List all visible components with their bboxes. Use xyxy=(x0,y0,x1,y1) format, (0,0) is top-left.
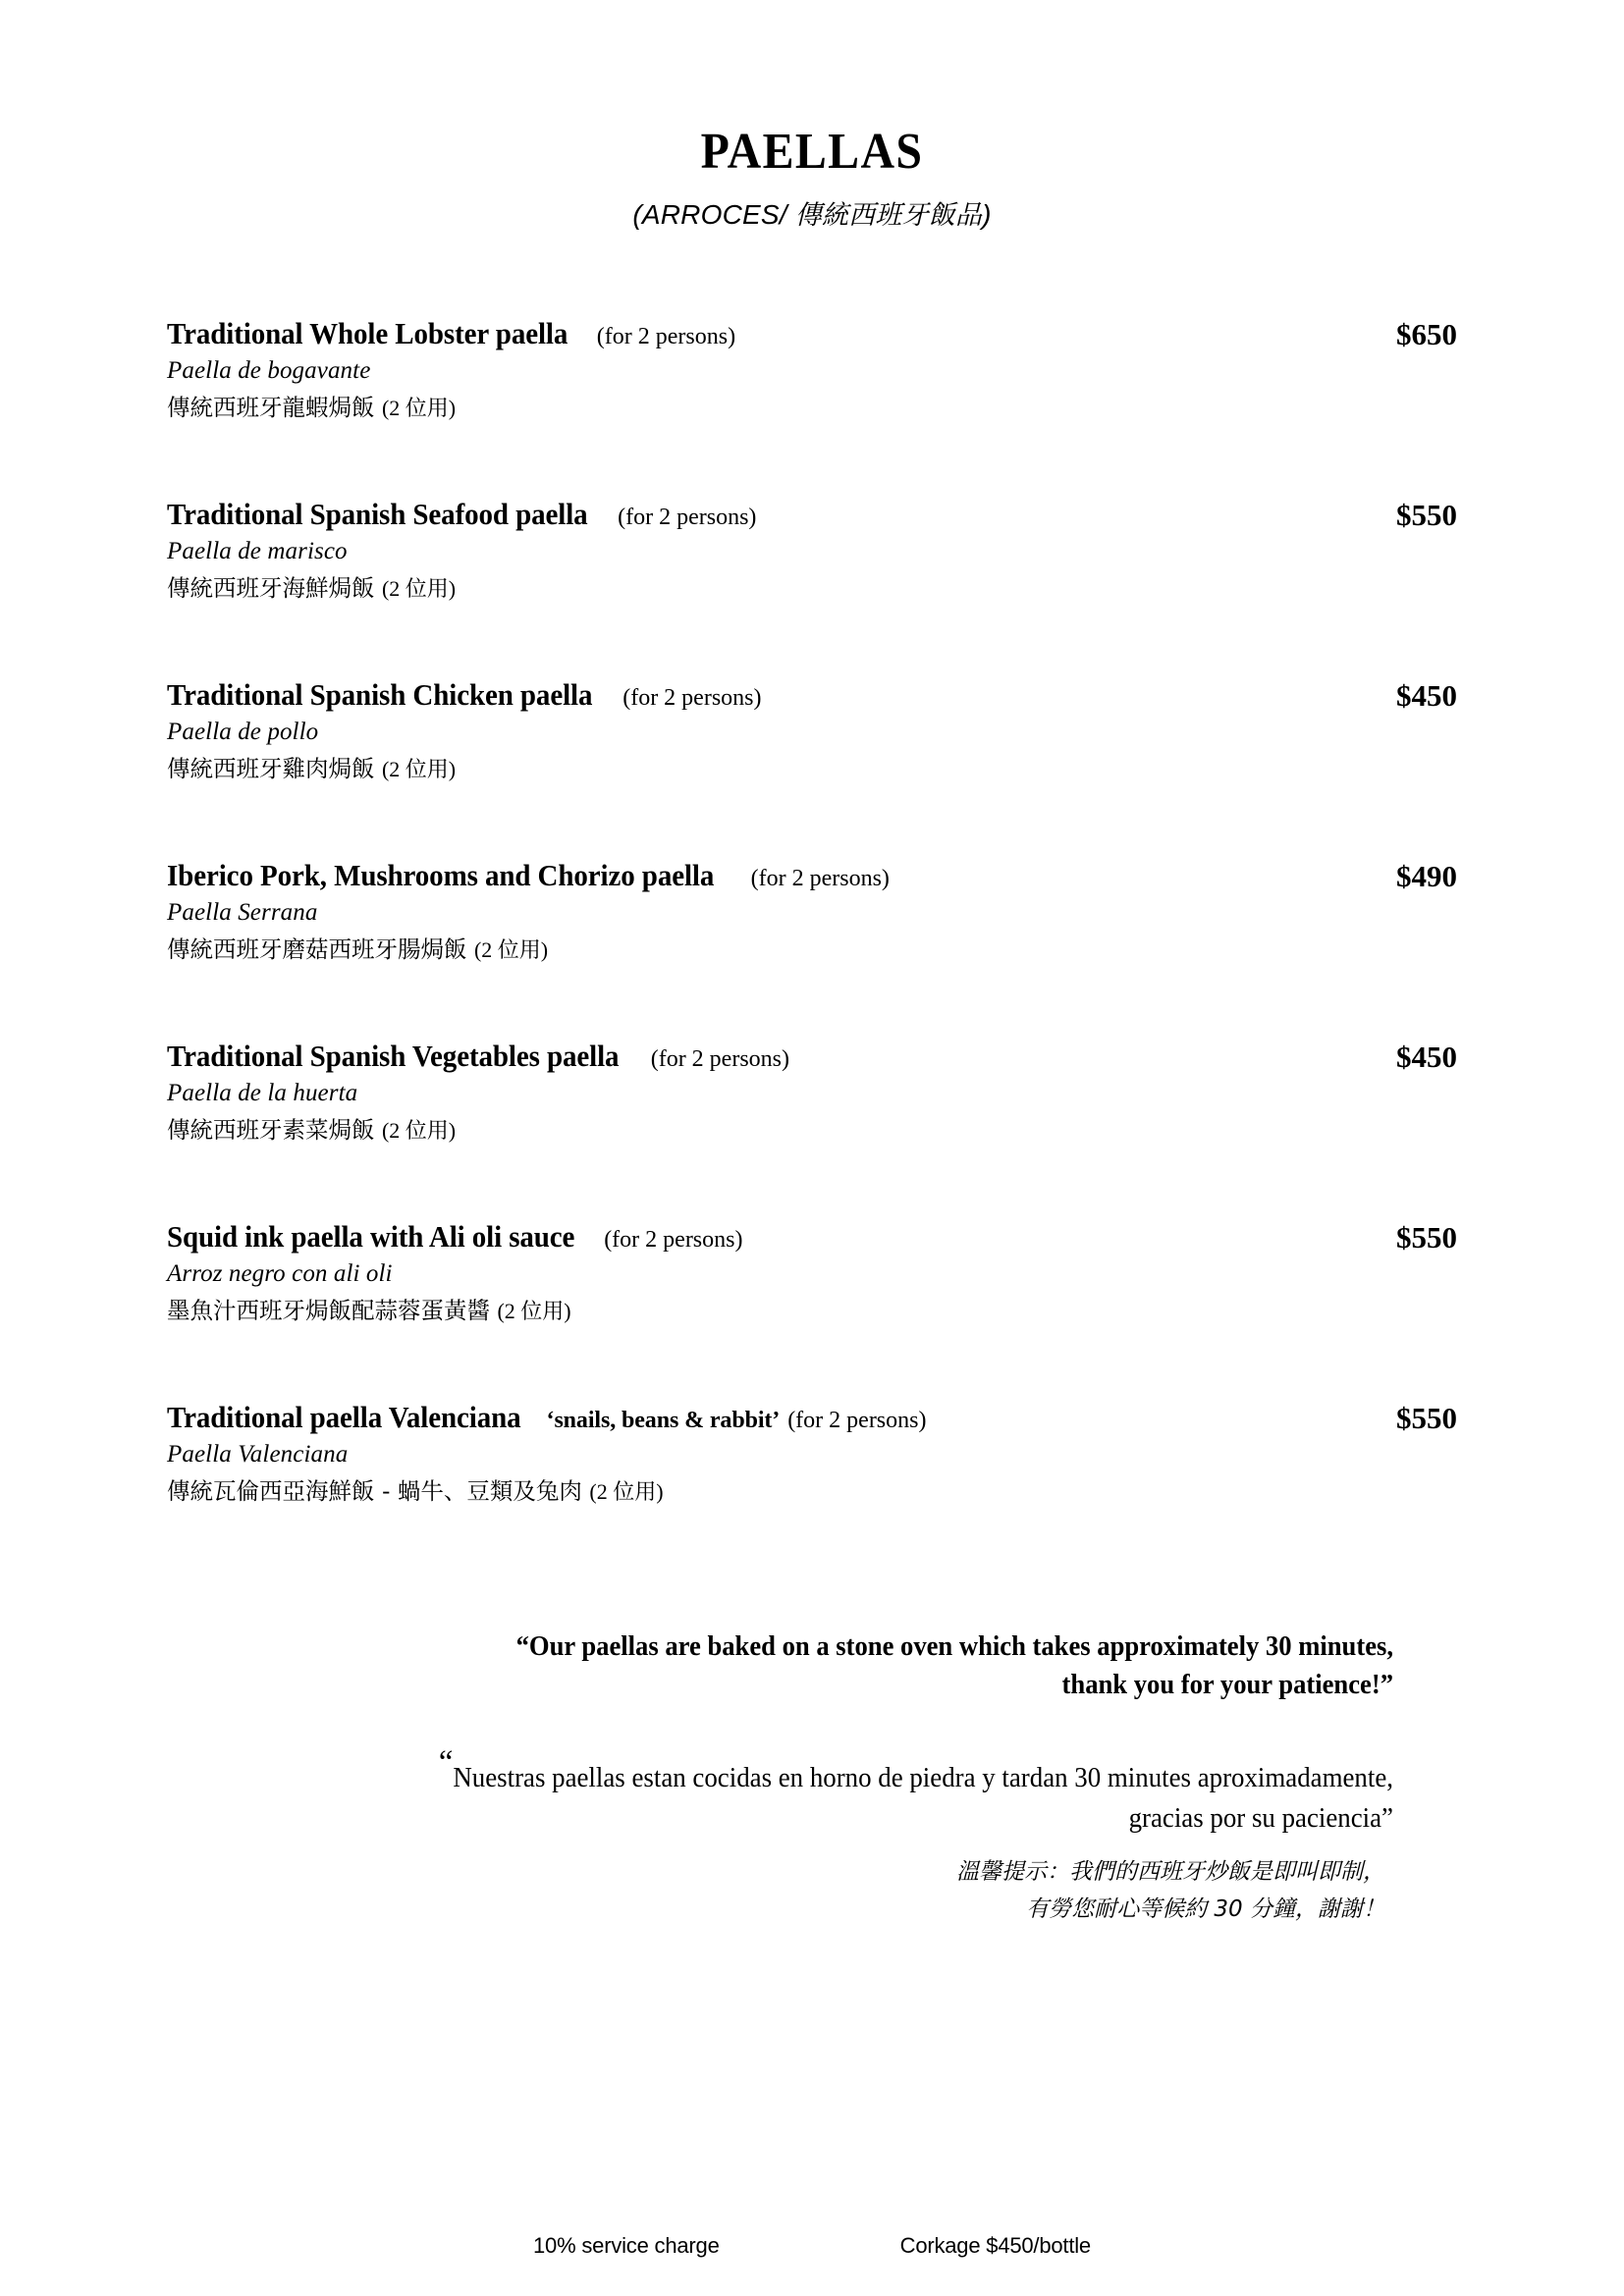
page-subtitle-chinese: 傳統西班牙飯品 xyxy=(794,199,983,231)
menu-item-spanish-name: Paella Serrana xyxy=(167,898,318,926)
menu-item-chinese-name xyxy=(167,1474,1221,1509)
menu-item-spanish-name: Paella de pollo xyxy=(167,718,319,745)
menu-item xyxy=(167,1219,1457,1337)
menu-item-chinese-name xyxy=(167,933,1221,967)
menu-item-chinese-serving: (2 位用) xyxy=(381,576,457,602)
menu-item-title-line xyxy=(167,1400,1221,1436)
menu-item-serving: (for 2 persons) xyxy=(750,865,890,891)
menu-item-serving: (for 2 persons) xyxy=(650,1045,789,1072)
menu-item-chinese-serving: (2 位用) xyxy=(381,757,457,782)
menu-item-chinese-name xyxy=(167,571,1221,606)
menu-item-serving: (for 2 persons) xyxy=(623,684,762,711)
menu-item-chinese-serving: (2 位用) xyxy=(381,1118,457,1144)
menu-item-title-line xyxy=(167,1039,1221,1075)
menu-item-chinese-text: 傳統瓦倫西亞海鮮飯 - 蝸牛、豆類及兔肉 xyxy=(167,1477,582,1506)
menu-item-title-line xyxy=(167,497,1221,533)
menu-item-serving: (for 2 persons) xyxy=(618,504,757,530)
menu-item-name: Traditional paella Valenciana xyxy=(167,1400,521,1434)
menu-item-serving: (for 2 persons) xyxy=(604,1226,743,1253)
menu-item-price: $550 xyxy=(1396,497,1457,532)
menu-item-title-line xyxy=(167,677,1221,714)
menu-item-tagline: ‘snails, beans & rabbit’ xyxy=(546,1407,781,1433)
note-chinese-line-1: 溫馨提示：我們的西班牙炒飯是即叫即制， xyxy=(956,1859,1385,1886)
paella-note xyxy=(167,1628,1457,1928)
menu-item-price: $550 xyxy=(1396,1219,1457,1255)
menu-item-title-line xyxy=(167,1219,1221,1255)
menu-item-chinese-text: 傳統西班牙海鮮焗飯 xyxy=(167,574,375,603)
menu-item-name: Traditional Spanish Seafood paella xyxy=(167,497,588,531)
menu-item-chinese-serving: (2 位用) xyxy=(589,1479,664,1505)
note-chinese xyxy=(167,1854,1393,1928)
menu-item-spanish-name: Arroz negro con ali oli xyxy=(167,1259,393,1287)
menu-item-title-line xyxy=(167,858,1221,894)
menu-item xyxy=(167,1039,1457,1156)
menu-item-name: Iberico Pork, Mushrooms and Chorizo paella xyxy=(167,858,715,892)
menu-item-chinese-text: 傳統西班牙素菜焗飯 xyxy=(167,1116,375,1145)
menu-item-price: $550 xyxy=(1396,1400,1457,1435)
menu-item-chinese-text: 傳統西班牙磨菇西班牙腸焗飯 xyxy=(167,935,467,964)
menu-item-spanish-name: Paella de la huerta xyxy=(167,1079,358,1106)
menu-item xyxy=(167,316,1457,434)
menu-item-spanish-name: Paella de marisco xyxy=(167,537,348,564)
service-charge-note: 10% service charge xyxy=(533,2233,720,2258)
menu-item-price: $450 xyxy=(1396,1039,1457,1074)
menu-item xyxy=(167,858,1457,976)
menu-item-chinese-text: 傳統西班牙雞肉焗飯 xyxy=(167,755,375,783)
menu-item-list xyxy=(167,316,1457,1518)
page-subtitle xyxy=(167,193,1457,232)
menu-item-chinese-name xyxy=(167,391,1221,425)
menu-item-name: Traditional Whole Lobster paella xyxy=(167,316,568,350)
menu-item-chinese-text: 墨魚汁西班牙焗飯配蒜蓉蛋黃醬 xyxy=(167,1297,490,1325)
menu-item-chinese-serving: (2 位用) xyxy=(497,1299,571,1324)
menu-item xyxy=(167,1400,1457,1518)
note-english-line-2: thank you for your patience!” xyxy=(1061,1670,1393,1701)
page-title: PAELLAS xyxy=(700,124,924,180)
menu-item-chinese-name xyxy=(167,1294,1221,1328)
menu-item xyxy=(167,497,1457,614)
menu-item-spanish-name: Paella de bogavante xyxy=(167,356,371,384)
menu-item-name: Squid ink paella with Ali oli sauce xyxy=(167,1219,575,1254)
note-chinese-line-2: 有勞您耐心等候約 30 分鐘，謝謝！ xyxy=(1026,1896,1385,1922)
bottom-bar xyxy=(0,2233,1624,2259)
menu-item-title-line xyxy=(167,316,1221,352)
page-subtitle-close: ) xyxy=(982,198,992,230)
menu-item-name: Traditional Spanish Chicken paella xyxy=(167,677,593,712)
note-spanish-openquote: “ xyxy=(438,1744,454,1782)
menu-item-chinese-text: 傳統西班牙龍蝦焗飯 xyxy=(167,394,375,422)
menu-item-serving: (for 2 persons) xyxy=(596,323,736,349)
note-spanish-line-2: gracias por su paciencia” xyxy=(1128,1802,1393,1834)
menu-item-price: $450 xyxy=(1396,677,1457,713)
menu-item-price: $650 xyxy=(1396,316,1457,351)
menu-item-chinese-name xyxy=(167,752,1221,786)
note-spanish-text-1: Nuestras paellas estan cocidas en horno de piedra y tardan 30 minutes aproximadamente, xyxy=(453,1763,1393,1794)
menu-item-serving: (for 2 persons) xyxy=(787,1407,927,1433)
menu-item-name: Traditional Spanish Vegetables paella xyxy=(167,1039,620,1073)
note-english xyxy=(228,1628,1393,1706)
page-subtitle-latin: (ARROCES/ xyxy=(632,198,795,230)
note-spanish xyxy=(167,1738,1393,1839)
menu-item-chinese-serving: (2 位用) xyxy=(473,937,549,963)
menu-item xyxy=(167,677,1457,795)
menu-item-price: $490 xyxy=(1396,858,1457,893)
note-english-line-1: “Our paellas are baked on a stone oven which takes approximately 30 minutes, xyxy=(515,1630,1393,1662)
menu-item-chinese-name xyxy=(167,1113,1221,1148)
note-spanish-line-1 xyxy=(216,1738,1393,1799)
menu-item-spanish-name: Paella Valenciana xyxy=(167,1440,349,1468)
menu-item-chinese-serving: (2 位用) xyxy=(381,396,457,421)
page-header xyxy=(167,0,1457,232)
corkage-note: Corkage $450/bottle xyxy=(899,2233,1091,2258)
